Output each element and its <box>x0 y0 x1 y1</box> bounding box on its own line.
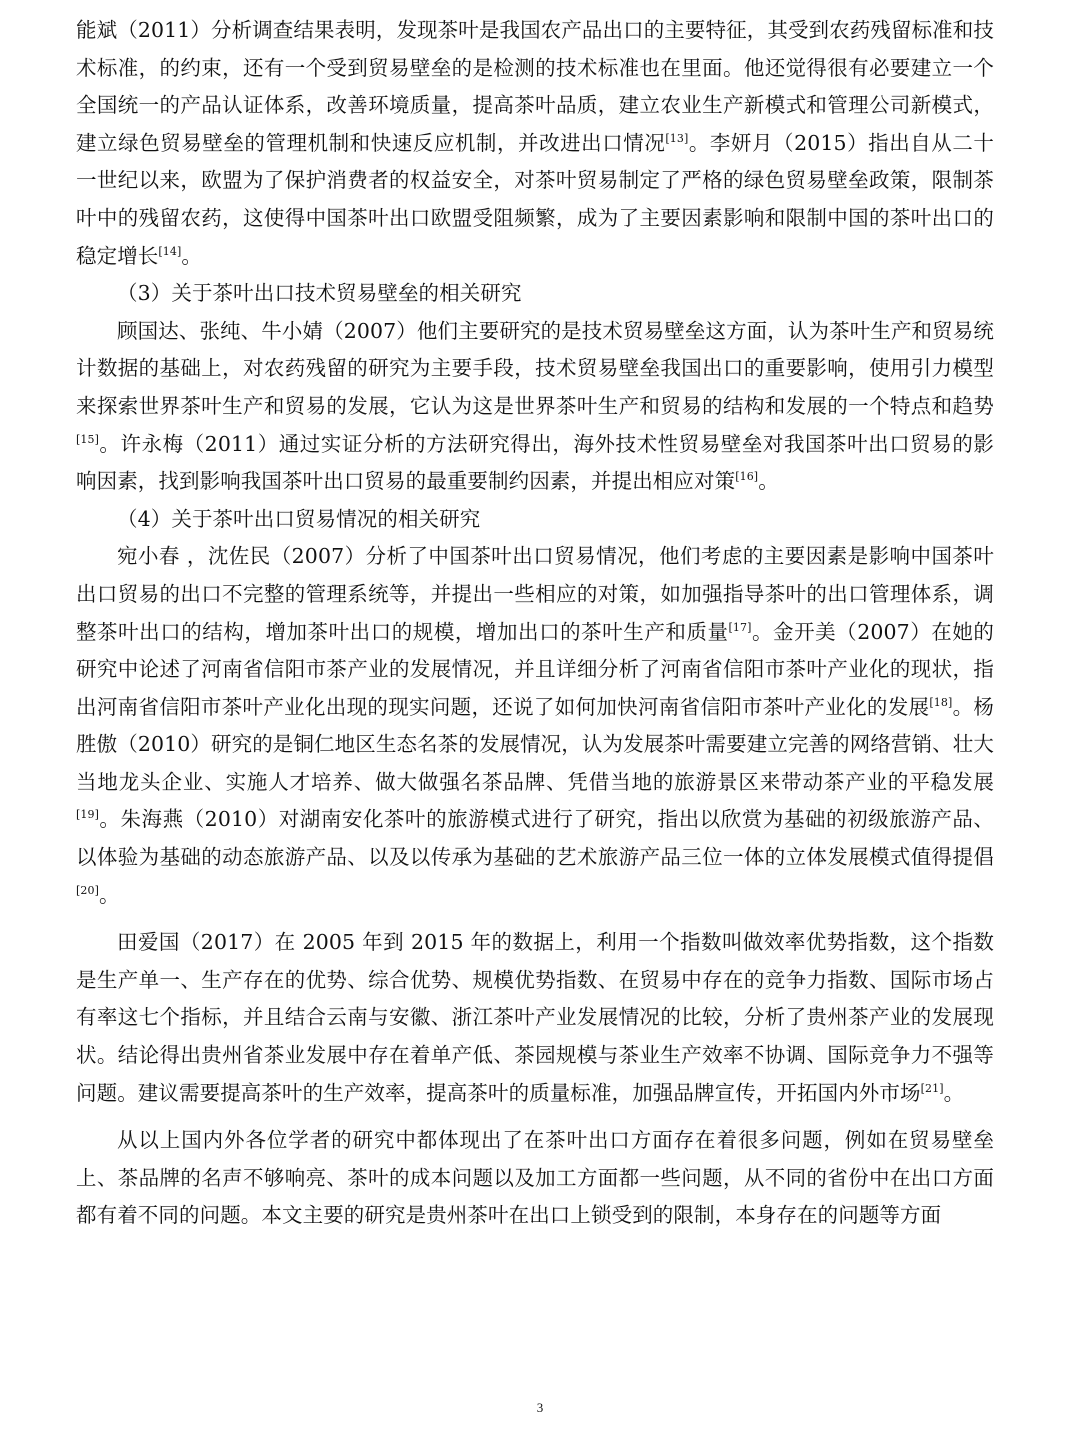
text-run: （3）关于茶叶出口技术贸易壁垒的相关研究 <box>117 281 522 306</box>
paragraph-2 <box>76 275 994 313</box>
text-run: 。 <box>758 469 779 494</box>
paragraph-6 <box>76 924 994 1112</box>
text-run: 田爱国（2017）在 2005 年到 2015 年的数据上，利用一个指数叫做效率优势指数，这个指数是生产单一、生产存在的优势、综合优势、规模优势指数、在贸易中存在的竞争力指数、国际市场占有率这七个指标，并且结合云南与安徽、浙江茶叶产业发展情况的比较，分析了贵州茶产业的发展现状。结论得出贵州省茶业发展中存在着单产低、茶园规模与茶业生产效率不协调、国际竞争力不强等问题。建议需要提高茶叶的生产效率，提高茶叶的质量标准，加强品牌宣传，开拓国内外市场 <box>76 930 994 1105</box>
text-run: 从以上国内外各位学者的研究中都体现出了在茶叶出口方面存在着很多问题，例如在贸易壁垒上、茶品牌的名声不够响亮、茶叶的成本问题以及加工方面都一些问题，从不同的省份中在出口方面都有着不同的问题。本文主要的研究是贵州茶叶在出口上锁受到的限制，本身存在的问题等方面 <box>76 1128 994 1228</box>
text-run: 。杨胜傲（2010）研究的是铜仁地区生态名茶的发展情况，认为发展茶叶需要建立完善的网络营销、壮大当地龙头企业、实施人才培养、做大做强名茶品牌、凭借当地的旅游景区来带动茶产业的平稳发展 <box>76 694 994 794</box>
citation-ref: [17] <box>728 620 752 634</box>
page-number: 3 <box>536 1400 544 1415</box>
text-run: 。 <box>181 243 202 268</box>
paragraph-5 <box>76 538 994 914</box>
text-run: 宛小春 ，沈佐民（2007）分析了中国茶叶出口贸易情况，他们考虑的主要因素是影响中国茶叶出口贸易的出口不完整的管理系统等，并提出一些相应的对策，如加强指导茶叶的出口管理体系，调整茶叶出口的结构，增加茶叶出口的规模，增加出口的茶叶生产和质量 <box>76 544 994 644</box>
text-run: 。金开美（2007）在她的研究中论述了河南省信阳市茶产业的发展情况，并且详细分析了河南省信阳市茶叶产业化的现状，指出河南省信阳市茶叶产业化出现的现实问题，还说了如何加快河南省信阳市茶叶产业化的发展 <box>76 619 994 719</box>
citation-ref: [13] <box>665 131 689 145</box>
text-run: 。李妍月（2015）指出自从二十一世纪以来，欧盟为了保护消费者的权益安全，对茶叶贸易制定了严格的绿色贸易壁垒政策，限制茶叶中的残留农药，这使得中国茶叶出口欧盟受阻频繁，成为了主要因素影响和限制中国的茶叶出口的稳定增长 <box>76 130 994 268</box>
citation-ref: [14] <box>158 244 182 258</box>
citation-ref: [16] <box>735 470 759 484</box>
citation-ref: [21] <box>920 1081 944 1095</box>
paragraph-7 <box>76 1122 994 1235</box>
citation-ref: [15] <box>76 432 99 446</box>
paragraph-3 <box>76 313 994 501</box>
text-run: 。朱海燕（2010）对湖南安化茶叶的旅游模式进行了研究，指出以欣赏为基础的初级旅游产品、以体验为基础的动态旅游产品、以及以传承为基础的艺术旅游产品三位一体的立体发展模式值得提倡 <box>76 807 994 870</box>
text-run: 。许永梅（2011）通过实证分析的方法研究得出，海外技术性贸易壁垒对我国茶叶出口贸易的影响因素，找到影响我国茶叶出口贸易的最重要制约因素，并提出相应对策 <box>76 431 994 494</box>
text-run: 能斌（2011）分析调查结果表明，发现茶叶是我国农产品出口的主要特征，其受到农药残留标准和技术标准，的约束，还有一个受到贸易壁垒的是检测的技术标准也在里面。他还觉得很有必要建立一个全国统一的产品认证体系，改善环境质量，提高茶叶品质，建立农业生产新模式和管理公司新模式，建立绿色贸易壁垒的管理机制和快速反应机制，并改进出口情况 <box>76 18 994 155</box>
citation-ref: [18] <box>929 695 953 709</box>
paragraph-4 <box>76 501 994 539</box>
document-body <box>76 12 994 1235</box>
paragraph-1 <box>76 12 994 275</box>
citation-ref: [19] <box>76 808 99 822</box>
text-run: 顾国达、张纯、牛小婧（2007）他们主要研究的是技术贸易壁垒这方面，认为茶叶生产和贸易统计数据的基础上，对农药残留的研究为主要手段，技术贸易壁垒我国出口的重要影响，使用引力模型来探索世界茶叶生产和贸易的发展，它认为这是世界茶叶生产和贸易的结构和发展的一个特点和趋势 <box>76 318 994 418</box>
citation-ref: [20] <box>76 883 99 897</box>
text-run: （4）关于茶叶出口贸易情况的相关研究 <box>117 506 481 531</box>
text-run: 。 <box>98 882 120 907</box>
text-run: 。 <box>943 1080 965 1105</box>
